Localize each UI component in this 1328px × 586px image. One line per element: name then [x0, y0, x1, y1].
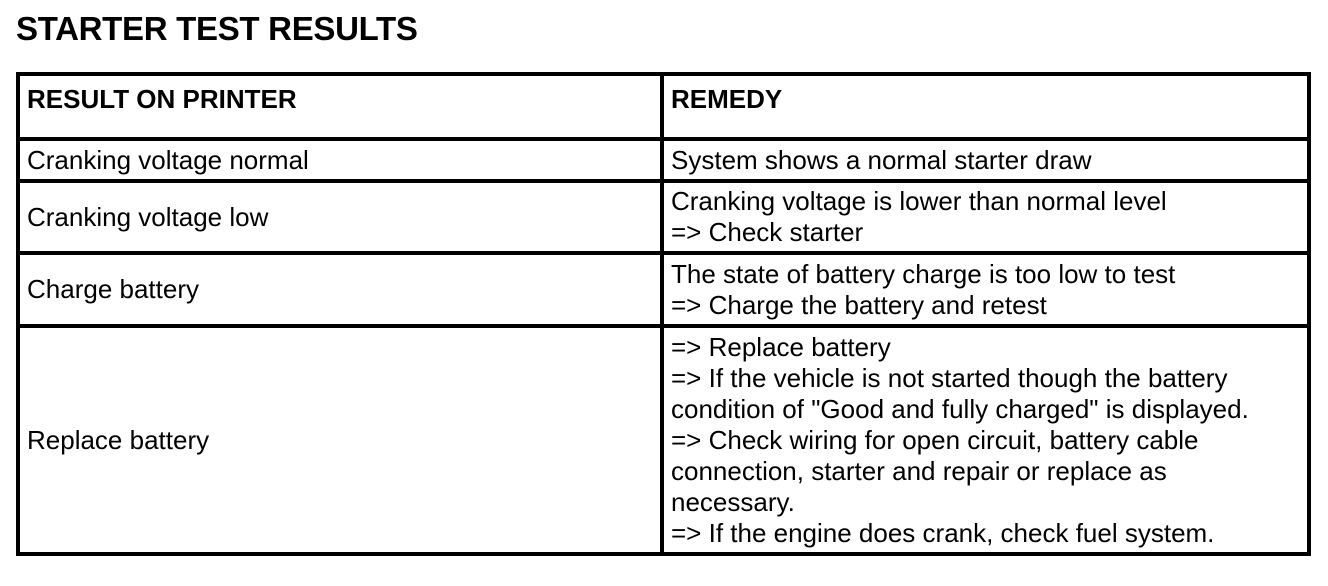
table-row	[18, 139, 1309, 181]
column-header-result: RESULT ON PRINTER	[18, 74, 662, 139]
table-header-row	[18, 74, 1309, 139]
page-title: STARTER TEST RESULTS	[16, 10, 418, 47]
results-table	[16, 72, 1311, 556]
remedy-line: necessary.	[671, 486, 795, 517]
remedy-line: System shows a normal starter draw	[671, 144, 1092, 175]
remedy-line: condition of "Good and fully charged" is displayed.	[671, 393, 1249, 424]
remedy-line: => If the engine does crank, check fuel system.	[671, 517, 1215, 548]
result-cell: Replace battery	[18, 326, 662, 554]
remedy-line: => Charge the battery and retest	[671, 289, 1047, 320]
remedy-line: connection, starter and repair or replace as	[671, 455, 1167, 486]
column-header-remedy: REMEDY	[662, 74, 1309, 139]
remedy-line: => If the vehicle is not started though the battery	[671, 362, 1228, 393]
remedy-cell	[662, 253, 1309, 326]
remedy-cell	[662, 139, 1309, 181]
table-row	[18, 253, 1309, 326]
result-cell: Cranking voltage normal	[18, 139, 662, 181]
table-row	[18, 181, 1309, 253]
remedy-line: => Check wiring for open circuit, battery cable	[671, 424, 1199, 455]
remedy-line: => Replace battery	[671, 331, 891, 362]
remedy-cell	[662, 181, 1309, 253]
result-cell: Charge battery	[18, 253, 662, 326]
remedy-line: => Check starter	[671, 217, 864, 247]
remedy-line: The state of battery charge is too low to test	[671, 258, 1176, 289]
remedy-cell	[662, 326, 1309, 554]
remedy-line: Cranking voltage is lower than normal level	[671, 186, 1167, 216]
table-row	[18, 326, 1309, 554]
result-cell: Cranking voltage low	[18, 181, 662, 253]
